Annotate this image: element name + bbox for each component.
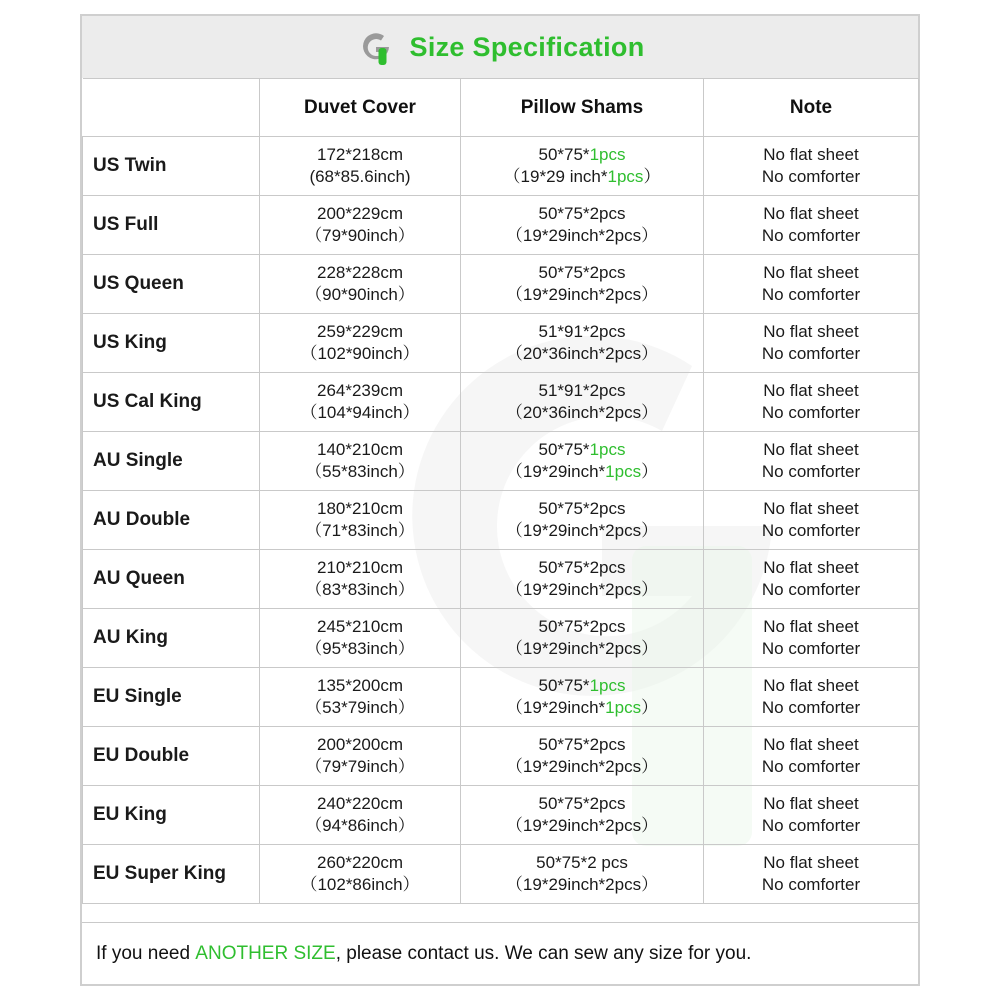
note-line-2: No comforter — [761, 875, 861, 894]
duvet-inch: （71*83inch） — [305, 521, 415, 540]
sham-cell — [461, 550, 704, 609]
note-line-2: No comforter — [761, 344, 861, 363]
sham-cm: 50*75*2pcs — [538, 617, 626, 637]
note-line-1: No flat sheet — [763, 263, 859, 283]
row-label: EU Single — [83, 668, 260, 727]
note-cell — [704, 255, 919, 314]
note-line-2: No comforter — [761, 757, 861, 776]
row-label: US Twin — [83, 137, 260, 196]
sham-inch: （19*29inch*1pcs） — [505, 462, 659, 481]
note-cell — [704, 727, 919, 786]
sham-cell — [461, 609, 704, 668]
table-row — [83, 432, 919, 491]
note-line-1: No flat sheet — [763, 794, 859, 814]
sham-cm: 50*75*2pcs — [538, 499, 626, 519]
table-header-row — [83, 79, 919, 137]
duvet-cell — [260, 255, 461, 314]
size-table — [82, 78, 919, 904]
sham-inch: （19*29inch*2pcs） — [505, 816, 659, 835]
sham-cell — [461, 196, 704, 255]
sham-cell — [461, 255, 704, 314]
note-line-2: No comforter — [761, 580, 861, 599]
note-line-1: No flat sheet — [763, 617, 859, 637]
note-cell — [704, 137, 919, 196]
note-line-1: No flat sheet — [763, 558, 859, 578]
row-label: US Queen — [83, 255, 260, 314]
duvet-inch: （102*90inch） — [300, 344, 420, 363]
footer-text-part2: , please contact us. We can sew any size for you. — [335, 942, 752, 964]
table-row — [83, 196, 919, 255]
sham-cm: 50*75*1pcs — [538, 676, 626, 696]
sham-inch: （19*29 inch*1pcs） — [503, 167, 661, 186]
sham-inch: （19*29inch*1pcs） — [505, 698, 659, 717]
sham-inch: （20*36inch*2pcs） — [505, 344, 659, 363]
sham-inch: （19*29inch*2pcs） — [505, 226, 659, 245]
note-line-2: No comforter — [761, 521, 861, 540]
note-line-1: No flat sheet — [763, 322, 859, 342]
sham-inch: （19*29inch*2pcs） — [505, 875, 659, 894]
note-cell — [704, 314, 919, 373]
sham-cm: 50*75*1pcs — [538, 145, 626, 165]
footer-text-part1: If you need — [96, 942, 196, 964]
duvet-cell — [260, 373, 461, 432]
sham-inch: （19*29inch*2pcs） — [505, 639, 659, 658]
table-row — [83, 255, 919, 314]
duvet-cell — [260, 668, 461, 727]
note-line-2: No comforter — [761, 462, 861, 481]
duvet-inch: （102*86inch） — [300, 875, 420, 894]
note-line-1: No flat sheet — [763, 145, 859, 165]
duvet-cell — [260, 196, 461, 255]
sham-inch: （19*29inch*2pcs） — [505, 285, 659, 304]
table-row — [83, 786, 919, 845]
duvet-cell — [260, 137, 461, 196]
row-label: US King — [83, 314, 260, 373]
table-row — [83, 314, 919, 373]
table-row — [83, 137, 919, 196]
note-cell — [704, 196, 919, 255]
duvet-cm: 260*220cm — [316, 853, 403, 873]
note-cell — [704, 373, 919, 432]
row-label: US Full — [83, 196, 260, 255]
note-line-1: No flat sheet — [763, 204, 859, 224]
note-line-1: No flat sheet — [763, 440, 859, 460]
note-cell — [704, 786, 919, 845]
note-line-2: No comforter — [761, 285, 861, 304]
duvet-cell — [260, 609, 461, 668]
note-line-1: No flat sheet — [763, 499, 859, 519]
duvet-cell — [260, 432, 461, 491]
duvet-cm: 245*210cm — [316, 617, 403, 637]
sham-cell — [461, 727, 704, 786]
note-line-2: No comforter — [761, 698, 861, 717]
table-row — [83, 609, 919, 668]
note-line-2: No comforter — [761, 639, 861, 658]
duvet-cm: 180*210cm — [316, 499, 403, 519]
note-cell — [704, 668, 919, 727]
sham-inch: （20*36inch*2pcs） — [505, 403, 659, 422]
duvet-cell — [260, 845, 461, 904]
note-line-1: No flat sheet — [763, 381, 859, 401]
duvet-cell — [260, 491, 461, 550]
duvet-cm: 259*229cm — [316, 322, 403, 342]
row-label: EU Super King — [83, 845, 260, 904]
duvet-inch: （94*86inch） — [305, 816, 415, 835]
note-cell — [704, 491, 919, 550]
sham-cm: 50*75*2pcs — [538, 204, 626, 224]
table-row — [83, 845, 919, 904]
sham-cm: 50*75*1pcs — [538, 440, 626, 460]
row-label: US Cal King — [83, 373, 260, 432]
table-row — [83, 668, 919, 727]
note-line-1: No flat sheet — [763, 676, 859, 696]
sham-cell — [461, 314, 704, 373]
column-header-duvet-cover: Duvet Cover — [260, 79, 461, 137]
sham-cm: 50*75*2pcs — [538, 794, 626, 814]
duvet-cm: 228*228cm — [316, 263, 403, 283]
column-header-pillow-shams: Pillow Shams — [461, 79, 704, 137]
page-title: Size Specification — [409, 31, 645, 62]
g-logo-icon — [356, 27, 396, 67]
header-bar — [82, 16, 918, 78]
row-label: EU Double — [83, 727, 260, 786]
duvet-inch: （104*94inch） — [300, 403, 420, 422]
sham-cm: 50*75*2pcs — [538, 735, 626, 755]
sham-cm: 50*75*2pcs — [538, 558, 626, 578]
table-row — [83, 491, 919, 550]
sham-cell — [461, 432, 704, 491]
duvet-cm: 140*210cm — [316, 440, 403, 460]
duvet-cell — [260, 727, 461, 786]
duvet-cell — [260, 786, 461, 845]
duvet-inch: （83*83inch） — [305, 580, 415, 599]
duvet-cell — [260, 314, 461, 373]
note-cell — [704, 432, 919, 491]
duvet-inch: （90*90inch） — [305, 285, 415, 304]
row-label: EU King — [83, 786, 260, 845]
column-header-note: Note — [704, 79, 919, 137]
note-cell — [704, 550, 919, 609]
note-line-2: No comforter — [761, 167, 861, 186]
note-line-2: No comforter — [761, 226, 861, 245]
duvet-cm: 200*200cm — [316, 735, 403, 755]
table-row — [83, 727, 919, 786]
duvet-cm: 264*239cm — [316, 381, 403, 401]
sham-cell — [461, 845, 704, 904]
note-line-1: No flat sheet — [763, 735, 859, 755]
row-label: AU King — [83, 609, 260, 668]
row-label: AU Single — [83, 432, 260, 491]
note-line-1: No flat sheet — [763, 853, 859, 873]
spec-card — [80, 14, 920, 986]
sham-cm: 50*75*2pcs — [538, 263, 626, 283]
duvet-cm: 240*220cm — [316, 794, 403, 814]
duvet-cm: 210*210cm — [316, 558, 403, 578]
duvet-inch: （95*83inch） — [305, 639, 415, 658]
duvet-inch: （55*83inch） — [305, 462, 415, 481]
duvet-inch: (68*85.6inch) — [309, 167, 411, 186]
footer-note — [82, 922, 918, 984]
sham-cell — [461, 137, 704, 196]
sham-cell — [461, 491, 704, 550]
note-line-2: No comforter — [761, 403, 861, 422]
duvet-cell — [260, 550, 461, 609]
sham-inch: （19*29inch*2pcs） — [505, 521, 659, 540]
sham-cm: 50*75*2 pcs — [536, 853, 628, 873]
sham-cell — [461, 786, 704, 845]
sham-cell — [461, 373, 704, 432]
note-cell — [704, 609, 919, 668]
column-header-blank — [83, 79, 260, 137]
note-cell — [704, 845, 919, 904]
row-label: AU Queen — [83, 550, 260, 609]
duvet-cm: 135*200cm — [316, 676, 403, 696]
table-row — [83, 373, 919, 432]
table-body — [83, 137, 919, 904]
row-label: AU Double — [83, 491, 260, 550]
duvet-cm: 200*229cm — [316, 204, 403, 224]
sham-inch: （19*29inch*2pcs） — [505, 757, 659, 776]
table-row — [83, 550, 919, 609]
duvet-inch: （79*90inch） — [305, 226, 415, 245]
duvet-inch: （53*79inch） — [305, 698, 415, 717]
note-line-2: No comforter — [761, 816, 861, 835]
sham-cell — [461, 668, 704, 727]
sham-inch: （19*29inch*2pcs） — [505, 580, 659, 599]
duvet-cm: 172*218cm — [316, 145, 403, 165]
footer-highlight: ANOTHER SIZE — [195, 942, 336, 964]
sham-cm: 51*91*2pcs — [538, 322, 626, 342]
sham-cm: 51*91*2pcs — [538, 381, 626, 401]
duvet-inch: （79*79inch） — [305, 757, 415, 776]
